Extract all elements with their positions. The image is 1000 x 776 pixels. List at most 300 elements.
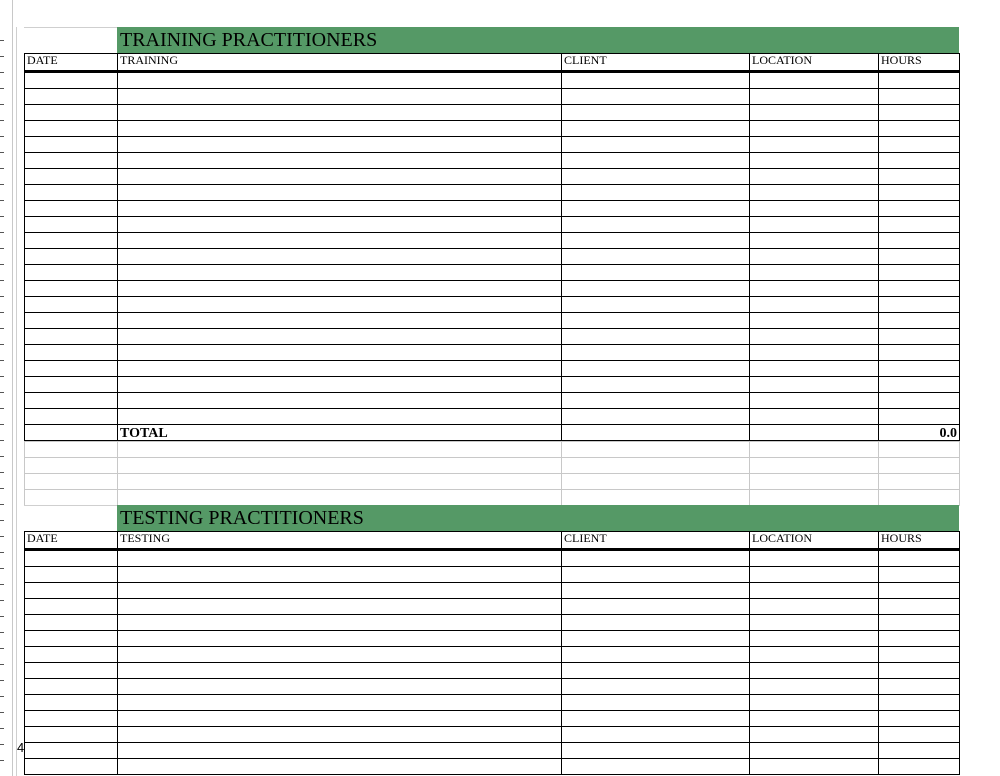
row-tick <box>0 664 4 665</box>
table-cell[interactable] <box>750 474 879 490</box>
table-cell[interactable] <box>562 137 750 153</box>
table-cell[interactable] <box>562 329 750 345</box>
table-row <box>25 169 960 185</box>
table-cell[interactable] <box>118 249 562 265</box>
table-cell[interactable] <box>879 474 960 490</box>
table-cell[interactable] <box>750 233 879 249</box>
table-cell[interactable] <box>118 217 562 233</box>
table-cell[interactable] <box>562 490 750 506</box>
table-cell[interactable] <box>750 201 879 217</box>
table-cell[interactable] <box>879 695 960 711</box>
row-tick <box>0 440 4 441</box>
spacer-row <box>25 474 960 490</box>
table-cell[interactable] <box>879 72 960 89</box>
col-date: DATE <box>25 532 118 550</box>
table-cell[interactable] <box>118 345 562 361</box>
page-number: 4 <box>17 740 25 755</box>
table-cell[interactable] <box>750 409 879 425</box>
row-tick <box>0 472 4 473</box>
table-cell[interactable] <box>879 759 960 775</box>
table-cell[interactable] <box>750 599 879 615</box>
table-cell[interactable] <box>118 377 562 393</box>
table-row <box>25 265 960 281</box>
row-tick <box>0 104 4 105</box>
table-cell[interactable] <box>118 663 562 679</box>
table-cell[interactable] <box>750 743 879 759</box>
table-row <box>25 583 960 599</box>
row-tick <box>0 712 4 713</box>
row-tick <box>0 760 4 761</box>
testing-header-row <box>25 532 960 550</box>
table-cell[interactable] <box>118 711 562 727</box>
table-cell[interactable] <box>118 137 562 153</box>
table-cell[interactable] <box>562 759 750 775</box>
table-cell[interactable] <box>750 727 879 743</box>
row-tick <box>0 536 4 537</box>
table-cell[interactable] <box>25 377 118 393</box>
table-row <box>25 599 960 615</box>
row-tick <box>0 328 4 329</box>
row-tick <box>0 584 4 585</box>
row-tick <box>0 216 4 217</box>
col-date: DATE <box>25 54 118 72</box>
table-cell[interactable] <box>118 393 562 409</box>
row-tick <box>0 600 4 601</box>
table-cell[interactable] <box>118 185 562 201</box>
row-tick <box>0 40 4 41</box>
table-cell[interactable] <box>118 297 562 313</box>
row-tick <box>0 296 4 297</box>
table-cell[interactable] <box>118 329 562 345</box>
table-cell[interactable] <box>25 281 118 297</box>
table-cell[interactable] <box>562 711 750 727</box>
table-cell[interactable] <box>750 169 879 185</box>
table-cell[interactable] <box>750 217 879 233</box>
table-cell[interactable] <box>562 679 750 695</box>
table-cell[interactable] <box>25 185 118 201</box>
table-cell[interactable] <box>562 377 750 393</box>
row-tick <box>0 376 4 377</box>
table-row <box>25 567 960 583</box>
table-cell[interactable] <box>25 393 118 409</box>
table-cell[interactable] <box>879 442 960 458</box>
table-cell[interactable] <box>750 442 879 458</box>
table-row <box>25 105 960 121</box>
row-tick <box>0 136 4 137</box>
table-cell[interactable] <box>879 647 960 663</box>
testing-title: TESTING PRACTITIONERS <box>120 507 364 529</box>
table-cell[interactable] <box>879 201 960 217</box>
table-row <box>25 281 960 297</box>
table-cell[interactable] <box>750 361 879 377</box>
spacer-row <box>25 458 960 474</box>
row-tick <box>0 280 4 281</box>
table-cell[interactable] <box>879 249 960 265</box>
table-cell[interactable] <box>750 695 879 711</box>
table-cell[interactable] <box>25 695 118 711</box>
col-location: LOCATION <box>750 54 879 72</box>
table-cell[interactable] <box>25 679 118 695</box>
table-cell[interactable] <box>750 647 879 663</box>
table-cell[interactable] <box>562 409 750 425</box>
col-location: LOCATION <box>750 532 879 550</box>
table-cell[interactable] <box>750 89 879 105</box>
table-cell[interactable] <box>562 265 750 281</box>
table-cell[interactable] <box>118 647 562 663</box>
table-cell[interactable] <box>118 89 562 105</box>
table-row <box>25 185 960 201</box>
table-cell[interactable] <box>750 393 879 409</box>
table-cell[interactable] <box>750 105 879 121</box>
table-cell[interactable] <box>118 409 562 425</box>
table-cell[interactable] <box>118 679 562 695</box>
row-tick <box>0 344 4 345</box>
table-cell[interactable] <box>750 297 879 313</box>
row-tick <box>0 200 4 201</box>
table-cell[interactable] <box>25 458 118 474</box>
table-cell[interactable] <box>25 72 118 89</box>
table-cell[interactable] <box>25 345 118 361</box>
table-cell[interactable] <box>750 567 879 583</box>
table-cell[interactable] <box>25 647 118 663</box>
table-cell[interactable] <box>25 297 118 313</box>
title-spacer <box>24 27 117 54</box>
table-cell[interactable] <box>562 217 750 233</box>
table-cell[interactable] <box>879 711 960 727</box>
table-cell[interactable] <box>879 265 960 281</box>
table-row <box>25 121 960 137</box>
table-cell[interactable] <box>750 631 879 647</box>
row-gutter <box>0 0 13 776</box>
table-cell[interactable] <box>750 265 879 281</box>
table-cell[interactable] <box>562 361 750 377</box>
table-cell[interactable] <box>879 599 960 615</box>
table-cell[interactable] <box>879 679 960 695</box>
table-cell[interactable] <box>25 265 118 281</box>
table-cell[interactable] <box>25 567 118 583</box>
table-cell[interactable] <box>25 474 118 490</box>
table-cell[interactable] <box>562 233 750 249</box>
table-cell[interactable] <box>750 121 879 137</box>
table-cell[interactable] <box>118 121 562 137</box>
table-cell[interactable] <box>879 393 960 409</box>
table-cell[interactable] <box>879 153 960 169</box>
table-cell[interactable] <box>562 72 750 89</box>
table-row <box>25 217 960 233</box>
testing-title-bar <box>117 505 959 531</box>
table-cell[interactable] <box>25 361 118 377</box>
table-cell[interactable] <box>118 313 562 329</box>
table-cell[interactable] <box>562 393 750 409</box>
table-row <box>25 663 960 679</box>
table-cell[interactable] <box>750 425 879 441</box>
table-cell[interactable] <box>25 550 118 567</box>
table-cell[interactable] <box>25 313 118 329</box>
table-cell[interactable] <box>118 72 562 89</box>
table-cell[interactable] <box>25 615 118 631</box>
table-cell[interactable] <box>118 361 562 377</box>
table-cell[interactable] <box>562 153 750 169</box>
table-row <box>25 297 960 313</box>
table-cell[interactable] <box>562 727 750 743</box>
row-tick <box>0 680 4 681</box>
table-cell[interactable] <box>118 759 562 775</box>
spacer-row <box>25 490 960 506</box>
table-cell[interactable] <box>750 329 879 345</box>
table-cell[interactable] <box>879 121 960 137</box>
table-cell[interactable] <box>562 105 750 121</box>
table-cell[interactable] <box>750 679 879 695</box>
table-cell[interactable] <box>25 727 118 743</box>
table-cell[interactable] <box>118 265 562 281</box>
table-cell[interactable] <box>879 233 960 249</box>
table-cell[interactable] <box>118 474 562 490</box>
table-row <box>25 345 960 361</box>
table-cell[interactable] <box>879 458 960 474</box>
table-row <box>25 361 960 377</box>
table-row <box>25 393 960 409</box>
row-tick <box>0 520 4 521</box>
table-row <box>25 201 960 217</box>
col-client: CLIENT <box>562 532 750 550</box>
table-cell[interactable] <box>118 615 562 631</box>
table-cell[interactable] <box>879 89 960 105</box>
title-spacer <box>24 505 117 532</box>
table-cell[interactable] <box>25 249 118 265</box>
table-cell[interactable] <box>118 169 562 185</box>
table-cell[interactable] <box>25 233 118 249</box>
table-cell[interactable] <box>562 345 750 361</box>
table-cell[interactable] <box>750 185 879 201</box>
table-cell[interactable] <box>562 599 750 615</box>
table-cell[interactable] <box>118 599 562 615</box>
table-cell[interactable] <box>562 615 750 631</box>
table-cell[interactable] <box>25 409 118 425</box>
table-cell[interactable] <box>879 361 960 377</box>
table-cell[interactable] <box>750 711 879 727</box>
table-cell[interactable] <box>25 217 118 233</box>
table-cell[interactable] <box>879 583 960 599</box>
row-tick <box>0 56 4 57</box>
gutter-divider <box>16 27 17 776</box>
row-tick <box>0 312 4 313</box>
table-cell[interactable] <box>25 329 118 345</box>
table-row <box>25 72 960 89</box>
table-row <box>25 711 960 727</box>
row-tick <box>0 120 4 121</box>
table-row <box>25 329 960 345</box>
table-cell[interactable] <box>750 153 879 169</box>
row-tick <box>0 88 4 89</box>
row-tick <box>0 392 4 393</box>
table-cell[interactable] <box>750 377 879 393</box>
table-cell[interactable] <box>118 105 562 121</box>
table-cell[interactable] <box>562 425 750 441</box>
table-row <box>25 409 960 425</box>
table-cell[interactable] <box>562 89 750 105</box>
table-row <box>25 249 960 265</box>
table-cell[interactable] <box>750 663 879 679</box>
table-cell[interactable] <box>879 743 960 759</box>
table-cell[interactable] <box>118 727 562 743</box>
table-cell[interactable] <box>118 583 562 599</box>
table-cell[interactable] <box>25 599 118 615</box>
table-cell[interactable] <box>562 743 750 759</box>
table-cell[interactable] <box>879 727 960 743</box>
table-cell[interactable] <box>879 313 960 329</box>
row-tick <box>0 456 4 457</box>
testing-table <box>24 531 960 775</box>
table-cell[interactable] <box>562 567 750 583</box>
table-cell[interactable] <box>879 169 960 185</box>
table-cell[interactable] <box>25 201 118 217</box>
table-cell[interactable] <box>750 615 879 631</box>
table-cell[interactable] <box>562 550 750 567</box>
table-cell[interactable] <box>879 329 960 345</box>
table-cell[interactable] <box>750 583 879 599</box>
table-cell[interactable] <box>25 631 118 647</box>
row-tick <box>0 744 4 745</box>
table-cell[interactable] <box>562 631 750 647</box>
table-cell[interactable] <box>25 137 118 153</box>
col-hours: HOURS <box>879 54 960 72</box>
table-cell[interactable] <box>750 137 879 153</box>
table-cell[interactable] <box>562 695 750 711</box>
table-cell[interactable] <box>879 631 960 647</box>
table-cell[interactable] <box>879 345 960 361</box>
row-tick <box>0 232 4 233</box>
table-cell[interactable] <box>562 201 750 217</box>
table-cell[interactable] <box>879 567 960 583</box>
table-cell[interactable] <box>562 442 750 458</box>
col-testing: TESTING <box>118 532 562 550</box>
table-cell[interactable] <box>118 201 562 217</box>
table-cell[interactable] <box>25 89 118 105</box>
table-cell[interactable] <box>562 169 750 185</box>
row-tick <box>0 184 4 185</box>
table-cell[interactable] <box>25 442 118 458</box>
table-row <box>25 233 960 249</box>
table-cell[interactable] <box>562 313 750 329</box>
table-cell[interactable] <box>118 458 562 474</box>
table-cell[interactable] <box>750 249 879 265</box>
table-cell[interactable] <box>750 490 879 506</box>
table-cell[interactable] <box>118 695 562 711</box>
table-cell[interactable] <box>118 490 562 506</box>
table-cell[interactable] <box>25 105 118 121</box>
row-tick <box>0 568 4 569</box>
table-cell[interactable] <box>25 663 118 679</box>
spacer-grid <box>24 441 960 506</box>
table-cell[interactable] <box>562 663 750 679</box>
table-cell[interactable] <box>562 458 750 474</box>
table-row <box>25 759 960 775</box>
table-cell[interactable] <box>879 663 960 679</box>
table-cell[interactable] <box>562 249 750 265</box>
table-cell[interactable] <box>562 185 750 201</box>
table-row <box>25 313 960 329</box>
table-cell[interactable] <box>25 169 118 185</box>
table-cell[interactable] <box>118 743 562 759</box>
table-cell[interactable] <box>879 377 960 393</box>
table-row <box>25 695 960 711</box>
row-tick <box>0 504 4 505</box>
table-cell[interactable] <box>750 72 879 89</box>
table-row <box>25 550 960 567</box>
row-tick <box>0 552 4 553</box>
col-hours: HOURS <box>879 532 960 550</box>
table-cell[interactable] <box>118 550 562 567</box>
table-cell[interactable] <box>118 567 562 583</box>
row-tick <box>0 152 4 153</box>
table-row <box>25 647 960 663</box>
table-cell[interactable] <box>562 583 750 599</box>
table-cell[interactable] <box>118 153 562 169</box>
table-cell[interactable] <box>750 550 879 567</box>
table-cell[interactable] <box>879 217 960 233</box>
row-tick <box>0 408 4 409</box>
table-row <box>25 727 960 743</box>
row-tick <box>0 248 4 249</box>
table-cell[interactable] <box>25 711 118 727</box>
table-cell[interactable] <box>879 281 960 297</box>
table-cell[interactable] <box>25 425 118 441</box>
table-cell[interactable] <box>879 409 960 425</box>
row-tick <box>0 264 4 265</box>
table-cell[interactable] <box>879 490 960 506</box>
table-cell[interactable] <box>118 233 562 249</box>
table-cell[interactable] <box>879 105 960 121</box>
row-tick <box>0 488 4 489</box>
table-cell[interactable] <box>879 297 960 313</box>
total-row <box>25 425 960 441</box>
row-tick <box>0 632 4 633</box>
table-cell[interactable] <box>562 297 750 313</box>
table-cell[interactable] <box>750 458 879 474</box>
table-cell[interactable] <box>562 474 750 490</box>
table-cell[interactable] <box>25 759 118 775</box>
table-row <box>25 679 960 695</box>
table-row <box>25 89 960 105</box>
row-tick <box>0 72 4 73</box>
row-tick <box>0 728 4 729</box>
table-cell[interactable] <box>879 550 960 567</box>
table-cell[interactable] <box>25 121 118 137</box>
table-cell[interactable] <box>750 313 879 329</box>
table-cell[interactable] <box>118 631 562 647</box>
table-cell[interactable] <box>879 185 960 201</box>
table-cell[interactable] <box>25 153 118 169</box>
table-cell[interactable] <box>879 137 960 153</box>
table-cell[interactable] <box>750 281 879 297</box>
table-cell[interactable] <box>562 121 750 137</box>
table-cell[interactable] <box>750 345 879 361</box>
table-cell[interactable] <box>562 647 750 663</box>
table-row <box>25 377 960 393</box>
table-cell[interactable] <box>25 490 118 506</box>
table-cell[interactable] <box>562 281 750 297</box>
training-title: TRAINING PRACTITIONERS <box>120 29 378 51</box>
table-cell[interactable] <box>25 743 118 759</box>
spacer-row <box>25 442 960 458</box>
total-label: TOTAL <box>118 425 562 441</box>
table-cell[interactable] <box>118 281 562 297</box>
table-cell[interactable] <box>750 759 879 775</box>
table-cell[interactable] <box>25 583 118 599</box>
table-cell[interactable] <box>879 615 960 631</box>
row-tick <box>0 424 4 425</box>
table-cell[interactable] <box>118 442 562 458</box>
